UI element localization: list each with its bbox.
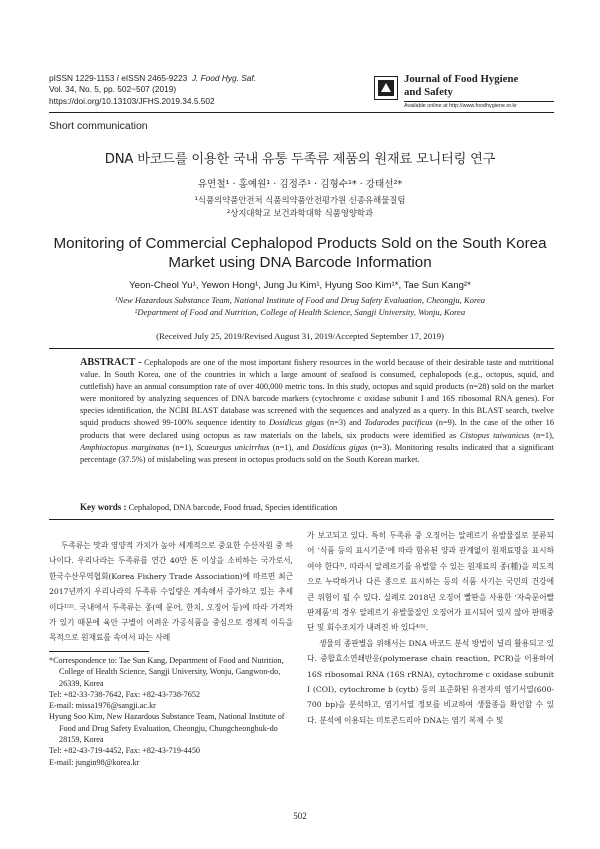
header-divider: [49, 112, 554, 113]
page-number: 502: [293, 811, 307, 821]
abstract-label: ABSTRACT -: [80, 357, 142, 368]
korean-title: DNA 바코드를 이용한 국내 유통 두족류 제품의 원재료 모니터링 연구: [104, 152, 496, 167]
article-type: Short communication: [49, 120, 148, 132]
journal-abbrev: J. Food Hyg. Saf.: [191, 73, 256, 83]
logo-divider: [404, 101, 554, 102]
correspondence-footnote: *Correspondence to: Tae Sun Kang, Department of Food and Nutrition, College of Health Science, Sangji University, Wonju, Gangwon-do, 26339, Korea Tel: +82-33-738-7642, Fax: +82-43-738-7652 E-mail: missa1976@sangji.ac.kr Hyung Soo Kim, New Hazardous Substance Team, National Institute of Food and Drug Safety Evaluation, Cheongju, Chungcheongbuk-do 28159, Korea Tel: +82-43-719-4452, Fax: +82-43-719-4450 E-mail: jungin98@korea.kr: [49, 655, 293, 768]
abstract: ABSTRACT - Cephalopods are one of the most important fishery resources in the world because of their desirable taste and nutritional value. In South Korea, one of the countries in which a large amount of seafood is consumed, cephalopods (e.g., octopus, squid, and cuttlefish) have an annual consumption rate of over 400,000 metric tons. In this study, octopus and squid products (n=28) sold on the market were monitored by analyzing sequences of DNA barcode markers (cytochrome c oxidase subunit I and 16S ribosomal RNA genes). For species identification, the NCBI BLAST database was screened with the sequences and analyzed as a query. In this BLAST search, twelve squid products showed 99-100% sequence identity to Dosidicus gigas (n=3) and Todarodes pacificus (n=9). In the case of the other 16 products that were declared using octopus as raw materials on the labels, six products were identified as Cistopus taiwanicus (n=1), Amphioctopus marginatus (n=1), Scaeurgus unicirrhus (n=1), and Dosidicus gigas (n=3). Monitoring results indicated that a significant percentage (37.5%) of mislabeling was present in octopus products sold on the South Korean market.: [80, 357, 555, 464]
journal-logo-icon: [374, 76, 398, 100]
journal-meta: [49, 73, 256, 107]
keywords-divider: [49, 519, 554, 520]
email-link[interactable]: E-mail: jungin98@korea.kr: [49, 757, 140, 767]
english-title: Monitoring of Commercial Cephalopod Products Sold on the South Korea Market using DNA Barcode Information: [53, 235, 547, 271]
body-paragraph: 두족류는 맛과 영양적 가치가 높아 세계적으로 중요한 수산자원 중 하나이다. 우리나라는 두족류를 연간 40만 톤 이상을 소비하는 국가로서, 한국수산무역협회(Korea Fishery Trade Association)에 따르면 최근 2017년까지 우리나라의 두족류 수입량은 계속해서 증가하고 있는 추세이다¹⁾²⁾. 국내에서 두족류는 종(예 문어, 한치, 오징어 등)에 따라 가격차가 있기 때문에 육안 구별이 어려운 가공식품을 중심으로 경제적 이득을 목적으로 원재료를 속여서 파는 사례: [49, 541, 293, 643]
english-authors: Yeon-Cheol Yu¹, Yewon Hong¹, Jung Ju Kim¹, Hyung Soo Kim¹*, Tae Sun Kang²*: [129, 280, 471, 291]
doi-link[interactable]: https://doi.org/10.13103/JFHS.2019.34.5.502: [49, 95, 215, 106]
footnote-divider: [49, 651, 149, 652]
email-link[interactable]: E-mail: missa1976@sangji.ac.kr: [49, 701, 156, 711]
body-column-left: [49, 538, 293, 646]
body-paragraph: 가 보고되고 있다. 특히 두족류 중 오징어는 알레르기 유발물질로 분류되어 ‘식품 등의 표시기준’에 따라 함유된 양과 관계없이 원재료명을 표시하여야 한다³⁾. 따라서 알레르기를 유발할 수 있는 원재료의 종(種)을 의도적으로 누락하거나 다른 종으로 표시하는 등의 식품 사기는 국민의 건강에 큰 위험이 될 수 있다. 실례로 2018년 오징어 빨판을 사용한 ‘자숙문어빨판제품’의 경우 알레르기 유발물질인 오징어가 표시되어 있지 않아 판매중단 및 회수조치가 내려진 바 있다⁴⁾⁵⁾.: [307, 531, 554, 633]
keywords-text: Cephalopod, DNA barcode, Food fruad, Species identification: [128, 503, 338, 512]
english-affiliation-2: ²Department of Food and Nutrition, College of Health Science, Sangji University, Wonju, Korea: [134, 307, 466, 317]
body-paragraph: 생물의 종판별을 위해서는 DNA 바코드 분석 방법이 널리 활용되고 있다. 중합효소연쇄반응(polymerase chain reaction, PCR)을 이용하여 16S ribosomal RNA (16S rRNA), cytochrome c oxidase subunit I (COI), cytochrome b (cytb) 등의 표준화된 유전자의 염기서열(600-700 bp)을 분석하고, 염기서열 정보를 비교하여 생물종을 확인할 수 있다. 분석에 이용되는 미토콘드리아 DNA는 염기 복제 수 및: [307, 638, 554, 725]
korean-authors: 유연철¹ · 홍예원¹ · 김정주¹ · 김형수¹* · 강태선²*: [197, 179, 403, 190]
abstract-divider: [49, 348, 554, 349]
journal-logo-title: Journal of Food Hygiene and Safety: [404, 73, 519, 98]
keywords-label: Key words :: [80, 502, 127, 512]
journal-url[interactable]: Available online at http://www.foodhygiene.or.kr: [404, 103, 517, 109]
korean-affiliation-2: ²상지대학교 보건과학대학 식품영양학과: [226, 208, 374, 218]
keywords: [80, 502, 554, 512]
english-affiliation-1: ¹New Hazardous Substance Team, National Institute of Food and Drug Safety Evaluation, Cheongju, Korea: [114, 295, 486, 305]
issn: pISSN 1229-1153 / eISSN 2465-9223: [49, 73, 188, 83]
body-column-right: [307, 528, 554, 728]
received-dates: (Received July 25, 2019/Revised August 31, 2019/Accepted September 17, 2019): [156, 331, 444, 341]
volume-line: Vol. 34, No. 5, pp. 502~507 (2019): [49, 84, 177, 95]
korean-affiliation-1: ¹식품의약품안전처 식품의약품안전평가원 신종유해물질팀: [194, 195, 406, 205]
